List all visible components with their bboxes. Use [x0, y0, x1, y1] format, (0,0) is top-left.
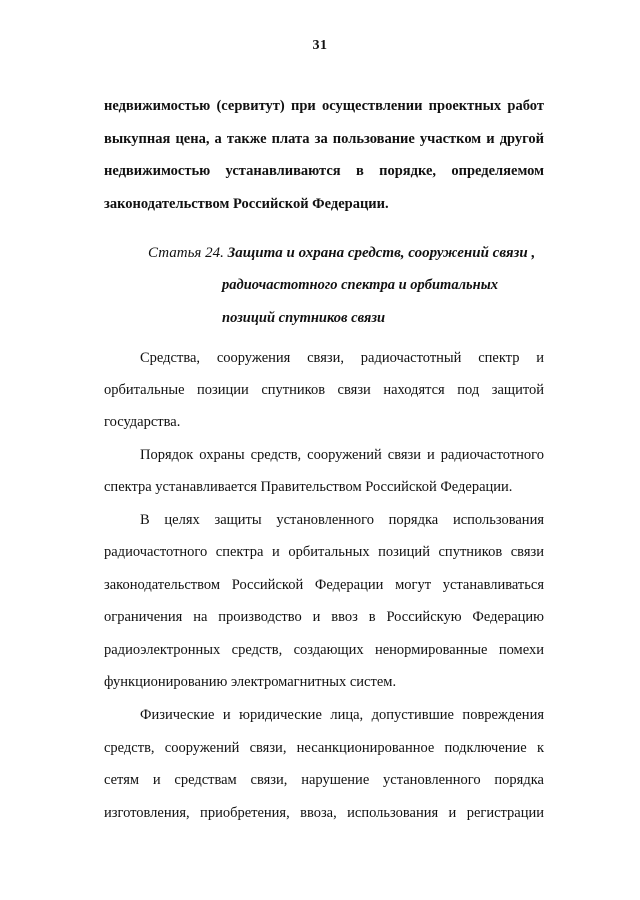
- paragraph-line: функционированию электромагнитных систем.: [104, 674, 397, 690]
- paragraph-line: Порядок охраны средств, сооружений связи и радиочастотного: [140, 447, 544, 463]
- article-title-line: позиций спутников связи: [222, 310, 386, 326]
- article-title-line: Защита и охрана средств, сооружений связи ,: [227, 245, 536, 261]
- paragraph-line: радиоэлектронных средств, создающих ненормированные помехи: [104, 642, 544, 658]
- paragraph-line: изготовления, приобретения, ввоза, использования и регистрации: [104, 805, 544, 821]
- paragraph-line: средств, сооружений связи, несанкционированное подключение к: [104, 740, 544, 756]
- paragraph-line: орбитальные позиции спутников связи находятся под защитой: [104, 382, 544, 398]
- paragraph-line: Физические и юридические лица, допустившие повреждения: [140, 707, 544, 723]
- paragraph-line: Средства, сооружения связи, радиочастотный спектр и: [140, 350, 544, 366]
- paragraph-line: спектра устанавливается Правительством Российской Федерации.: [104, 479, 513, 495]
- article-heading: [148, 244, 535, 262]
- paragraph-line: ограничения на производство и ввоз в Российскую Федерацию: [104, 609, 544, 625]
- paragraph-line: сетям и средствам связи, нарушение установленного порядка: [104, 772, 544, 788]
- intro-line: законодательством Российской Федерации.: [104, 196, 389, 212]
- page-number: 31: [312, 38, 328, 53]
- article-title-line: радиочастотного спектра и орбитальных: [222, 277, 499, 293]
- paragraph-line: В целях защиты установленного порядка использования: [140, 512, 544, 528]
- article-label: Статья 24.: [148, 245, 224, 261]
- intro-line: недвижимостью устанавливаются в порядке, определяемом: [104, 163, 544, 179]
- paragraph-line: законодательством Российской Федерации могут устанавливаться: [104, 577, 544, 593]
- paragraph-line: радиочастотного спектра и орбитальных позиций спутников связи: [104, 544, 544, 560]
- intro-line: выкупная цена, а также плата за пользование участком и другой: [104, 131, 544, 147]
- intro-line: недвижимостью (сервитут) при осуществлении проектных работ: [104, 98, 544, 114]
- paragraph-line: государства.: [104, 414, 181, 430]
